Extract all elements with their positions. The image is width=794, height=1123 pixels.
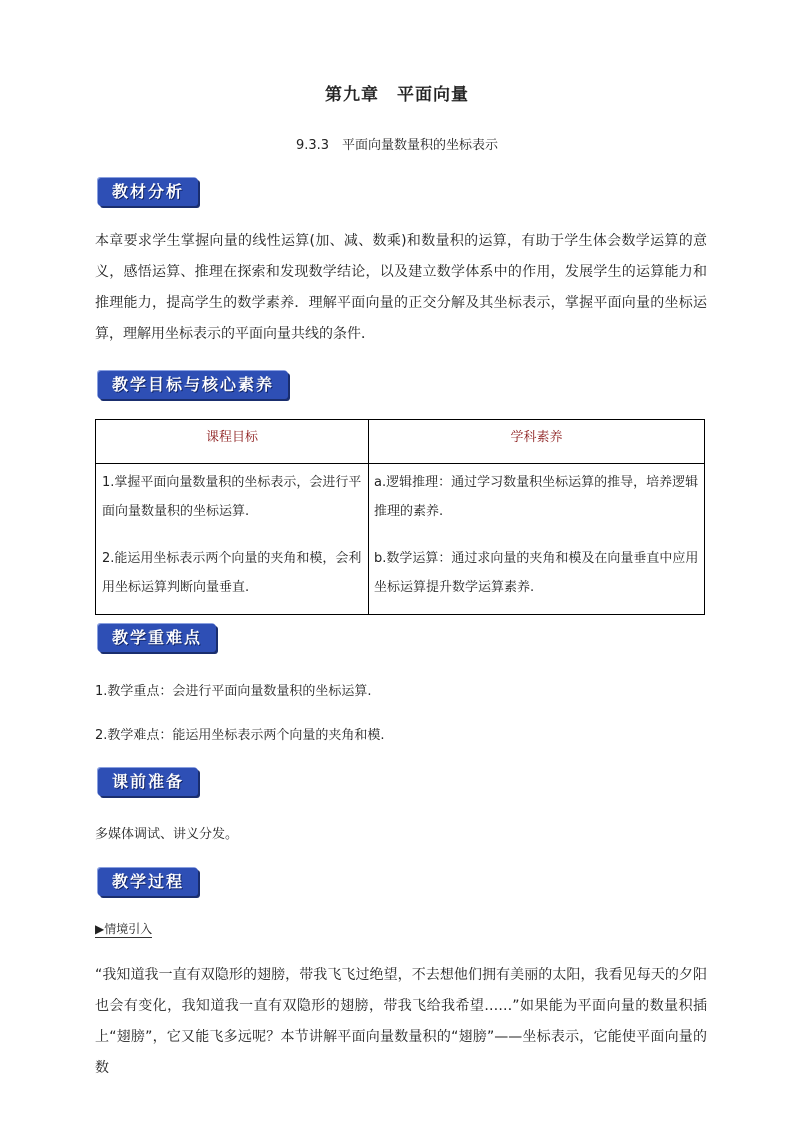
preparation-badge: 课前准备 <box>98 768 198 796</box>
intro-label: ▶情境引入 <box>95 922 153 936</box>
table-cell-goal-2: 2.能运用坐标表示两个向量的夹角和模，会利用坐标运算判断向量垂直. <box>102 551 362 595</box>
difficulty-point-item: 2.教学难点：能运用坐标表示两个向量的夹角和模. <box>95 728 385 743</box>
analysis-badge: 教材分析 <box>98 178 198 206</box>
preparation-text: 多媒体调试、讲义分发。 <box>95 827 239 842</box>
chapter-title: 第九章 平面向量 <box>325 85 469 105</box>
analysis-paragraph: 本章要求学生掌握向量的线性运算(加、减、数乘)和数量积的运算，有助于学生体会数学运算的意义，感悟运算、推理在探索和发现数学结论，以及建立数学体系中的作用，发展学生的运算能力和推理能力，提高学生的数学素养．理解平面向量的正交分解及其坐标表示，掌握平面向量的坐标运算，理解用坐标表示的平面向量共线的条件． <box>95 233 707 342</box>
objectives-badge: 教学目标与核心素养 <box>98 371 288 399</box>
key-point-item: 1.教学重点：会进行平面向量数量积的坐标运算. <box>95 684 372 699</box>
table-cell-literacy-2: b.数学运算：通过求向量的夹角和模及在向量垂直中应用坐标运算提升数学运算素养. <box>374 551 699 595</box>
table-header-literacy: 学科素养 <box>510 430 563 445</box>
objectives-table <box>95 419 705 615</box>
table-cell-goal-1: 1.掌握平面向量数量积的坐标表示，会进行平面向量数量积的坐标运算. <box>102 475 362 519</box>
key-points-badge: 教学重难点 <box>98 624 216 652</box>
table-divider-horizontal <box>96 463 704 464</box>
section-title: 9.3.3 平面向量数量积的坐标表示 <box>295 138 499 153</box>
table-cell-literacy-1: a.逻辑推理：通过学习数量积坐标运算的推导，培养逻辑推理的素养. <box>374 475 699 519</box>
process-badge: 教学过程 <box>98 868 198 896</box>
table-header-goal: 课程目标 <box>205 430 258 445</box>
intro-paragraph: “我知道我一直有双隐形的翅膀，带我飞飞过绝望，不去想他们拥有美丽的太阳，我看见每天的夕阳也会有变化，我知道我一直有双隐形的翅膀，带我飞给我希望……”如果能为平面向量的数量积插上“翅膀”，它又能飞多远呢？本节讲解平面向量数量积的“翅膀”——坐标表示，它能使平面向量的数 <box>95 967 707 1076</box>
